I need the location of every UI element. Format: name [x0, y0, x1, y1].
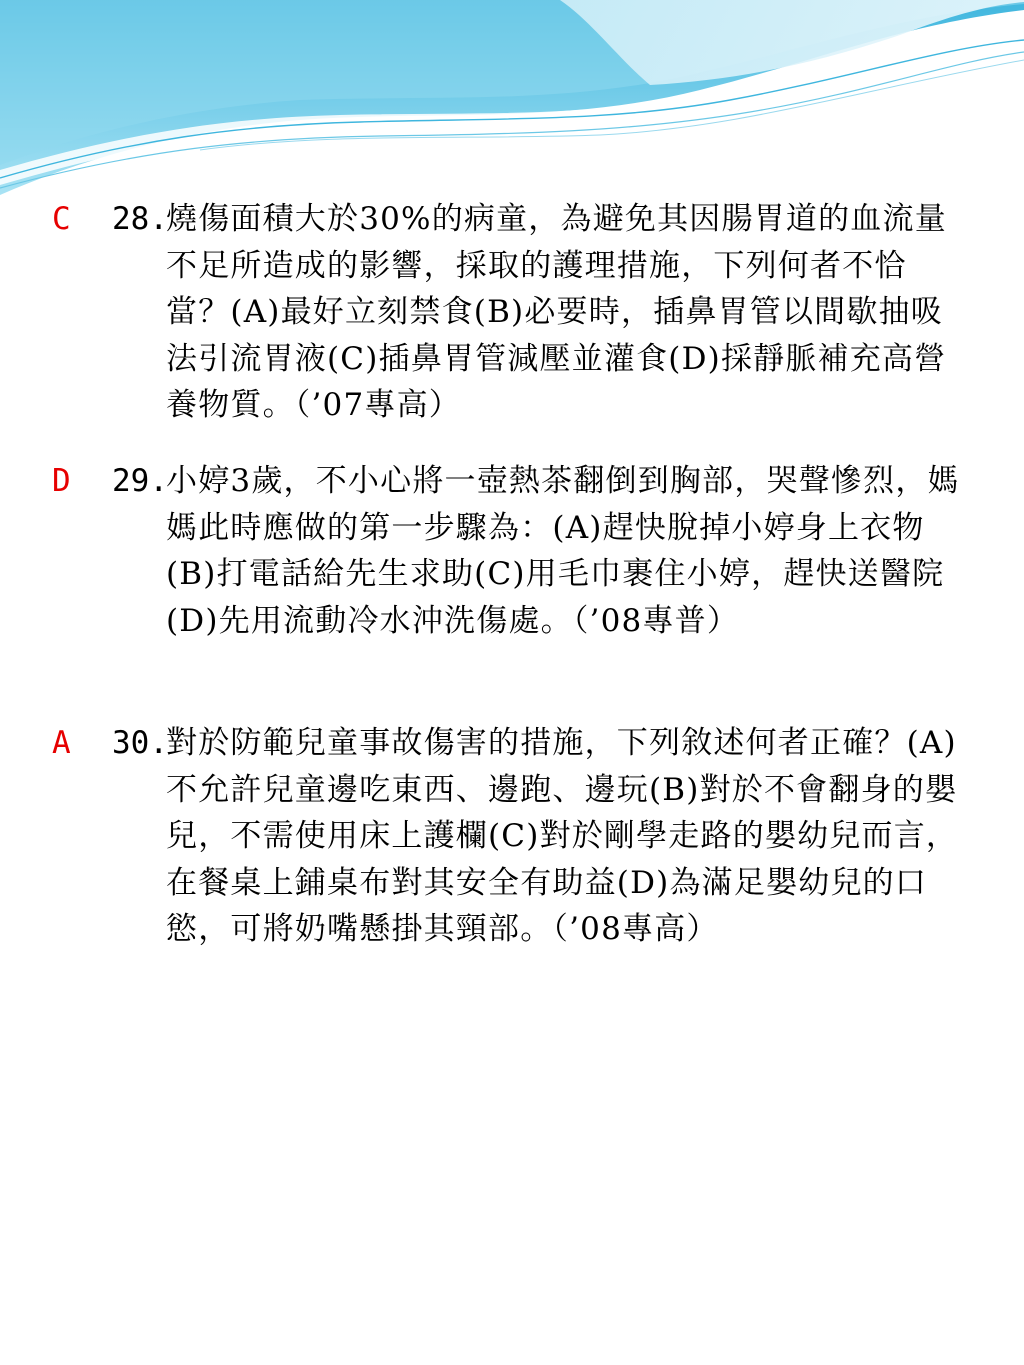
answer-label: C — [52, 201, 71, 237]
answer-label: A — [52, 725, 71, 761]
answer-label: D — [52, 463, 71, 499]
question-text: 對於防範兒童事故傷害的措施，下列敘述何者正確？(A)不允許兒童邊吃東西、邊跑、邊玩(B)對於不會翻身的嬰兒，不需使用床上護欄(C)對於剛學走路的嬰幼兒而言，在餐桌上鋪桌布對其安全有助益(D)為滿足嬰幼兒的口慾，可將奶嘴懸掛其頸部。（’08專高） — [166, 725, 959, 947]
question-text: 小婷3歲，不小心將一壺熱茶翻倒到胸部，哭聲慘烈，媽媽此時應做的第一步驟為：(A)趕快脫掉小婷身上衣物(B)打電話給先生求助(C)用毛巾裹住小婷，趕快送醫院(D)先用流動冷水沖洗傷處。（’08專普） — [166, 463, 960, 639]
header-wave-decoration — [0, 0, 1024, 200]
question-number: 28. — [112, 201, 168, 237]
question-number: 29. — [112, 463, 168, 499]
question-text: 燒傷面積大於30%的病童，為避免其因腸胃道的血流量不足所造成的影響，採取的護理措施，下列何者不恰當？(A)最好立刻禁食(B)必要時，插鼻胃管以間歇抽吸法引流胃液(C)插鼻胃管減壓並灌食(D)採靜脈補充高營養物質。（’07專高） — [166, 201, 947, 423]
question-number: 30. — [112, 725, 168, 761]
